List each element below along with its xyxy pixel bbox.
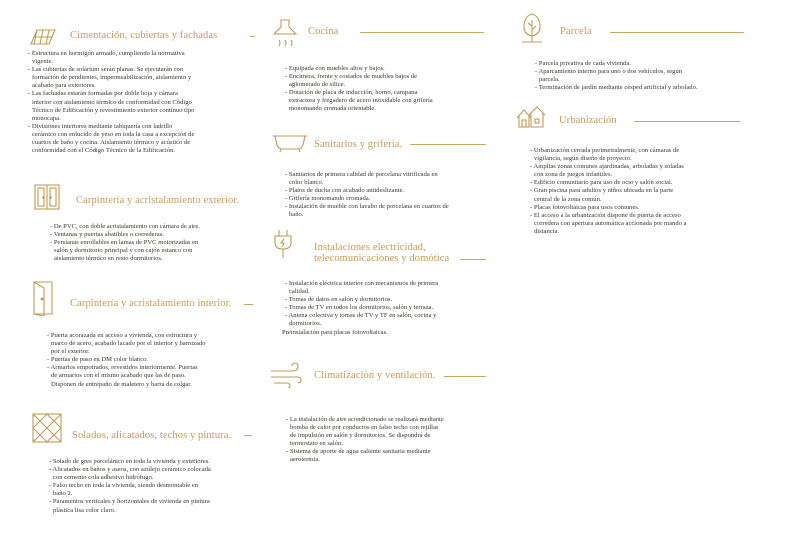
title-rule: [360, 32, 484, 33]
list-item: parcela.: [539, 76, 560, 84]
list-item: - Dotación de placa de inducción, horno, campana: [285, 89, 418, 97]
title-rule: [410, 144, 486, 145]
item-list: [32, 332, 262, 389]
title-rule: [460, 259, 486, 260]
bathtub-icon: [272, 131, 308, 153]
list-item: - Equipada con muebles altos y bajos.: [285, 65, 385, 72]
section-title: Solados, alicatados, techos y pintura.: [72, 430, 232, 441]
list-item: dormitorios.: [289, 320, 322, 328]
title-rule: [244, 304, 253, 305]
list-item: - Placas fotovoltaicas para usos comunes.: [530, 203, 640, 211]
title-rule: [444, 376, 486, 377]
section-cocina: [272, 18, 502, 114]
section-urbanizacion: [516, 106, 760, 236]
list-item: - Edificio comunitario para uso de ocio y salón social.: [530, 179, 673, 187]
list-item: conformidad con el Código Técnico de la Edificación.: [32, 147, 176, 155]
electric-plug-icon: [272, 229, 294, 259]
list-item: - La instalación de aire acondicionado se realizará mediante: [286, 416, 444, 423]
list-item: - Alicatados en baños y aseos, con azulejo cerámico colocada: [49, 466, 211, 474]
floor-tile-icon: [32, 413, 62, 443]
list-item: - Puerta acorazada en acceso a vivienda, con estructura y: [47, 332, 198, 339]
list-item: extractora y fregadero de acero inoxidable con grifería: [289, 97, 433, 105]
list-item: - Platos de ducha con acabado antideslizante.: [285, 187, 405, 195]
list-item: plástica lisa color claro.: [53, 506, 116, 514]
list-item: marco de acero, acabado lacado por el interior y barnizado: [51, 340, 206, 348]
section-carpinteria-exterior: [32, 183, 262, 263]
section-title: Cocina: [308, 26, 339, 37]
section-title: Instalaciones electricidad,: [314, 242, 426, 253]
list-item: baño 2.: [53, 490, 73, 498]
list-item: - Solado de gres porcelánico en toda la vivienda y exteriores.: [49, 458, 210, 465]
list-item: - Estructura en hormigón armado, cumpliendo la normativa: [28, 50, 185, 57]
kitchen-hood-icon: [272, 18, 298, 50]
list-item: corredera con apertura automática accionada por mando a: [534, 219, 687, 227]
list-item: - Terminación de jardín mediante césped artificial y arbolado.: [535, 84, 698, 92]
list-item: de impulsión en salón y dormitorios. Se dispondrá de: [290, 432, 431, 440]
list-item: - Ventanas y puertas abatibles o correderas.: [50, 231, 164, 239]
list-item: - Encimera, frente y costados de muebles bajos de: [285, 73, 418, 81]
section-title: Carpintería y acristalamiento interior.: [70, 298, 232, 309]
section-solados: [32, 413, 262, 515]
item-list: [520, 60, 760, 92]
list-item: - Las fachadas estarán formadas por doble hoja y cámara: [28, 90, 178, 98]
section-sanitarios: [272, 131, 502, 220]
list-item: - Sanitarios de primera calidad de porcelana vitrificada en: [285, 171, 438, 178]
list-item: Técnico de Edificación y revestimiento exterior continuo tipo: [32, 106, 195, 114]
item-list: [272, 280, 502, 337]
section-carpinteria-interior: [32, 280, 262, 389]
list-item: - Gran piscina para adultos y niños ubicada en la parte: [530, 187, 674, 195]
list-item: - El acceso a la urbanización dispone de puerta de acceso: [530, 211, 681, 219]
item-list: [272, 65, 502, 114]
tree-icon: [520, 12, 544, 44]
item-list: [516, 147, 760, 236]
section-title: Cimentación, cubiertas y fachadas: [70, 30, 218, 41]
list-item: termostato en salón.: [290, 440, 343, 448]
list-item: - Tomas de TV en todos los dormitorios, salón y terraza.: [285, 304, 434, 312]
list-item: con zona de juegos infantiles.: [534, 171, 613, 179]
list-item: formación de pendientes, impermeabilización, aislamiento y: [32, 74, 192, 82]
list-item: - Paramentos verticales y horizontales de vivienda en pintura: [49, 498, 210, 506]
section-title: Climatización y ventilación.: [314, 370, 436, 381]
list-item: color blanco.: [289, 179, 324, 187]
roof-solar-panel-icon: [28, 22, 58, 52]
section-instalaciones: [272, 229, 502, 337]
title-rule: [250, 36, 255, 37]
list-item: - Amplias zonas comunes ajardinadas, arboladas y soladas: [530, 163, 684, 171]
section-climatizacion: [270, 362, 500, 465]
list-item: aerotermia.: [290, 456, 320, 464]
list-item: - Divisiones interiores mediante tabiquería con ladrillo: [28, 122, 173, 130]
list-item: bomba de calor por conductos en falso techo con rejillas: [290, 424, 439, 432]
list-item: por el exterior.: [51, 348, 90, 356]
list-item: distancia.: [534, 227, 560, 235]
list-item: - Grifería monomando cromada.: [285, 195, 371, 203]
list-item: monomando cromada orientable.: [289, 105, 376, 113]
list-item: calidad.: [289, 288, 310, 296]
list-item: - Las cubiertas de solárium serán planas. Se ejecutarán con: [28, 66, 184, 74]
list-item: - Instalación eléctrica interior con mecanismos de primera: [285, 280, 439, 287]
houses-icon: [516, 106, 546, 128]
list-item: cuartos de baño y cocina. Aislamiento térmico y acústico de: [32, 139, 191, 147]
section-title: Sanitarios y grifería.: [314, 139, 403, 150]
list-item: monocapa.: [32, 114, 61, 122]
list-item: con cemento cola adhesivo hidrófugo.: [53, 474, 154, 482]
list-item: cerámico con enlucido de yeso en toda la casa a excepción de: [32, 130, 195, 138]
list-item: - Persianas enrollables en lamas de PVC motorizadas en: [50, 239, 199, 247]
item-list: [270, 416, 500, 465]
list-item: - Tomas de datos en salón y dormitorios.: [285, 296, 393, 304]
list-item: baño.: [289, 211, 304, 219]
title-rule: [610, 32, 744, 33]
item-list: [272, 171, 502, 220]
item-list: [32, 458, 262, 515]
list-item: interior con aislamiento térmico de conformidad con Código: [32, 98, 192, 106]
list-item: - Armarios empotrados, revestidos interiormente. Puertas: [47, 364, 198, 372]
list-item: - Antena colectiva y tomas de TV y TF en salón, cocina y: [285, 312, 437, 320]
list-item: - Urbanización cerrada perimetralmente, con cámaras de: [530, 147, 680, 154]
list-item: - Aparcamiento interno para uno o dos vehículos, según: [535, 68, 683, 76]
list-item: aglomerado de silice.: [289, 81, 346, 89]
list-item: central de la zona común.: [534, 195, 602, 203]
section-title: Parcela: [560, 26, 592, 37]
list-item: Preinstalación para placas fotovoltaicas.: [282, 328, 388, 336]
door-icon: [32, 280, 62, 316]
item-list: [32, 223, 262, 263]
list-item: aislamiento térmico en resto dormitorios.: [54, 255, 163, 263]
section-title-line-2: telecomunicaciones y domótica: [314, 253, 450, 264]
section-cimentacion: [28, 22, 258, 155]
list-item: - De PVC, con doble acristalamiento con cámara de aire.: [50, 223, 200, 230]
list-item: vigente.: [32, 58, 54, 66]
item-list: [28, 50, 258, 155]
list-item: acabado para exteriores.: [32, 82, 96, 90]
list-item: salón y dormitorio principal y con cajón estanco con: [54, 247, 193, 255]
section-title: Urbanización: [559, 115, 617, 126]
list-item: - Parcela privativa de cada vivienda.: [535, 60, 631, 67]
list-item: - Instalación de mueble con lavabo de porcelana en cuartos de: [285, 203, 449, 211]
list-item: de armarios con el mismo acabado que las de paso.: [51, 372, 186, 380]
list-item: Disponen de entrepaño de maletero y barra de colgar.: [51, 380, 192, 388]
list-item: - Falso techo en toda la vivienda, siendo desmontable en: [49, 482, 199, 490]
title-rule: [634, 121, 740, 122]
window-icon: [32, 183, 62, 213]
section-parcela: [520, 12, 760, 92]
air-flow-icon: [270, 362, 302, 388]
list-item: - Puertas de paso en DM color blanco.: [47, 356, 149, 364]
section-title: Carpintería y acristalamiento exterior.: [76, 195, 240, 206]
list-item: vigilancia, según diseño de proyecto.: [534, 155, 632, 163]
title-rule: [244, 435, 252, 436]
list-item: - Sistema de aporte de agua caliente sanitaria mediante: [286, 448, 431, 456]
